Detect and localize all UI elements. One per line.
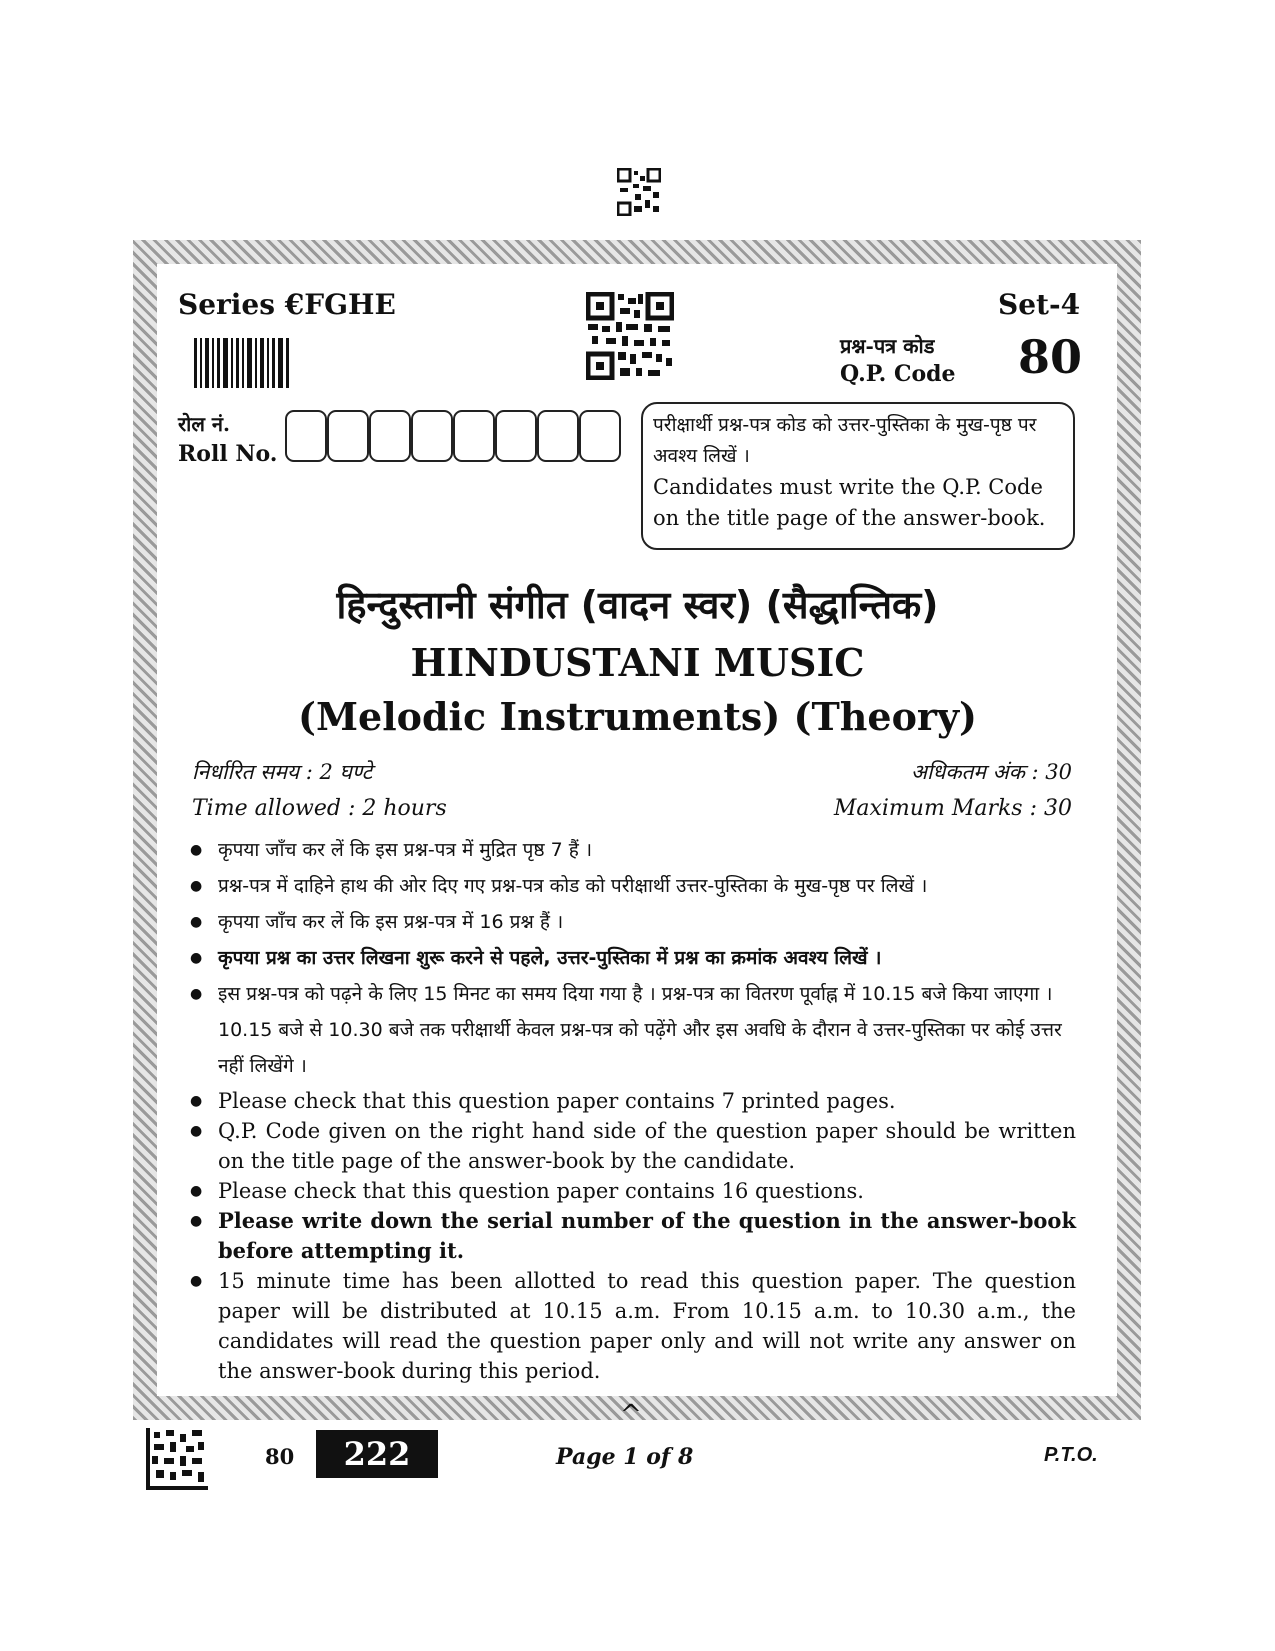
instruction-item-hindi: ● कृपया प्रश्न का उत्तर लिखना शुरू करने से पहले, उत्तर-पुस्तिका में प्रश्न का क्रमांक अवश्य लिखें । [186,940,1076,976]
time-allowed-english: Time allowed : 2 hours [192,796,447,821]
instruction-item-hindi: ● कृपया जाँच कर लें कि इस प्रश्न-पत्र में मुद्रित पृष्ठ 7 हैं । [186,832,1076,868]
instructions-english [186,1086,1076,1386]
qp-code-instruction-hindi: परीक्षार्थी प्रश्न-पत्र कोड को उत्तर-पुस्तिका के मुख-पृष्ठ पर अवश्य लिखें । [653,414,1037,467]
footer-number-badge: 222 [316,1430,438,1478]
qp-code-instruction-english: Candidates must write the Q.P. Code on the title page of the answer-book. [653,475,1046,530]
qp-code-number: 80 [1018,330,1083,384]
roll-digit-box[interactable] [495,410,537,462]
series-label: Series €FGHE [178,288,396,321]
subject-subtitle: (Melodic Instruments) (Theory) [297,694,978,739]
instruction-item-english: ● 15 minute time has been allotted to read this question paper. The question paper will be distributed at 10.15 a.m. From 10.15 a.m. to 10.30 a.m., the candidates will read the question paper only and will not write any answer on the answer-book during this period. [186,1266,1076,1386]
datamatrix-code-icon [146,1428,208,1490]
roll-digit-box[interactable] [369,410,411,462]
caret-mark: ^ [620,1400,642,1430]
roll-number-boxes [285,410,621,462]
roll-digit-box[interactable] [537,410,579,462]
roll-digit-box[interactable] [327,410,369,462]
qp-code-label-hindi: प्रश्न-पत्र कोड [840,334,935,358]
barcode-icon [194,338,294,388]
instruction-item-english: ● Q.P. Code given on the right hand side of the question paper should be written on the title page of the answer-book by the candidate. [186,1116,1076,1176]
instruction-item-english: ● Please check that this question paper contains 7 printed pages. [186,1086,1076,1116]
pto-label: P.T.O. [1044,1444,1098,1466]
max-marks-hindi: अधिकतम अंक : 30 [910,760,1072,784]
max-marks-english: Maximum Marks : 30 [833,796,1072,821]
instruction-item-hindi: ● प्रश्न-पत्र में दाहिने हाथ की ओर दिए गए प्रश्न-पत्र कोड को परीक्षार्थी उत्तर-पुस्तिका के मुख-पृष्ठ पर लिखें । [186,868,1076,904]
roll-digit-box[interactable] [453,410,495,462]
qp-code-label-english: Q.P. Code [840,361,956,387]
page-indicator: Page 1 of 8 [556,1444,694,1470]
qp-code-instruction-box [641,402,1075,550]
instruction-item-english: ● Please write down the serial number of the question in the answer-book before attempting it. [186,1206,1076,1266]
roll-digit-box[interactable] [579,410,621,462]
instruction-item-hindi: ● कृपया जाँच कर लें कि इस प्रश्न-पत्र में 16 प्रश्न हैं । [186,904,1076,940]
roll-label-hindi: रोल नं. [178,412,230,436]
instruction-item-english: ● Please check that this question paper contains 16 questions. [186,1176,1076,1206]
top-qr-code-icon [617,168,661,216]
qr-code-icon [586,292,674,380]
footer-qp-code: 80 [265,1444,295,1469]
subject-title-hindi: हिन्दुस्तानी संगीत (वादन स्वर) (सैद्धान्तिक) [336,583,939,627]
set-label: Set-4 [998,288,1081,321]
roll-digit-box[interactable] [285,410,327,462]
roll-digit-box[interactable] [411,410,453,462]
instruction-item-hindi: ● इस प्रश्न-पत्र को पढ़ने के लिए 15 मिनट का समय दिया गया है । प्रश्न-पत्र का वितरण पूर्वाह्न में 10.15 बजे किया जाएगा । 10.15 बजे से 10.30 बजे तक परीक्षार्थी केवल प्रश्न-पत्र को पढ़ेंगे और इस अवधि के दौरान वे उत्तर-पुस्तिका पर कोई उत्तर नहीं लिखेंगे । [186,976,1076,1084]
roll-label-english: Roll No. [178,441,278,467]
time-allowed-hindi: निर्धारित समय : 2 घण्टे [192,760,373,784]
subject-title-english: HINDUSTANI MUSIC [410,640,865,685]
instructions-hindi [186,832,1076,1084]
